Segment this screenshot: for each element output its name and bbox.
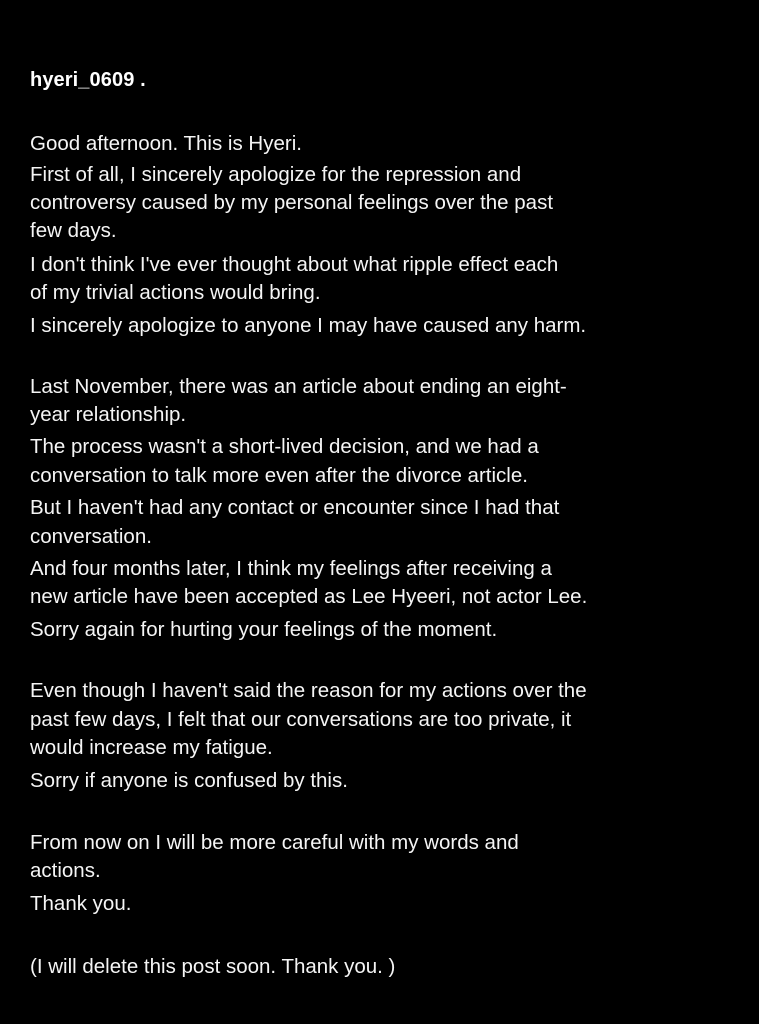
post-line: Thank you. [30, 892, 132, 915]
post-line: year relationship. [30, 403, 187, 426]
post-line: (I will delete this post soon. Thank you. ) [30, 955, 396, 978]
post-line: would increase my fatigue. [30, 736, 273, 759]
post-line: Good afternoon. This is Hyeri. [30, 132, 302, 155]
post-line: few days. [30, 219, 117, 242]
post-line: actions. [30, 859, 101, 882]
post-line: Sorry again for hurting your feelings of the moment. [30, 618, 498, 641]
post-line: I sincerely apologize to anyone I may have caused any harm. [30, 314, 587, 337]
post-username[interactable]: hyeri_0609 . [30, 69, 146, 91]
post-line: past few days, I felt that our conversations are too private, it [30, 708, 572, 731]
post-line: controversy caused by my personal feelings over the past [30, 191, 554, 214]
post-line: I don't think I've ever thought about what ripple effect each [30, 253, 559, 276]
post-line: of my trivial actions would bring. [30, 281, 321, 304]
post-line: Even though I haven't said the reason for my actions over the [30, 679, 587, 702]
post-line: new article have been accepted as Lee Hyeeri, not actor Lee. [30, 585, 588, 608]
post-line: First of all, I sincerely apologize for the repression and [30, 163, 522, 186]
post-line: Last November, there was an article about ending an eight- [30, 375, 567, 398]
post-line: But I haven't had any contact or encounter since I had that [30, 496, 560, 519]
post-line: Sorry if anyone is confused by this. [30, 769, 348, 792]
post-line: conversation to talk more even after the divorce article. [30, 464, 528, 487]
post-line: From now on I will be more careful with my words and [30, 831, 519, 854]
post-line: The process wasn't a short-lived decision, and we had a [30, 435, 539, 458]
post-line: And four months later, I think my feelings after receiving a [30, 557, 552, 580]
post-line: conversation. [30, 525, 152, 548]
